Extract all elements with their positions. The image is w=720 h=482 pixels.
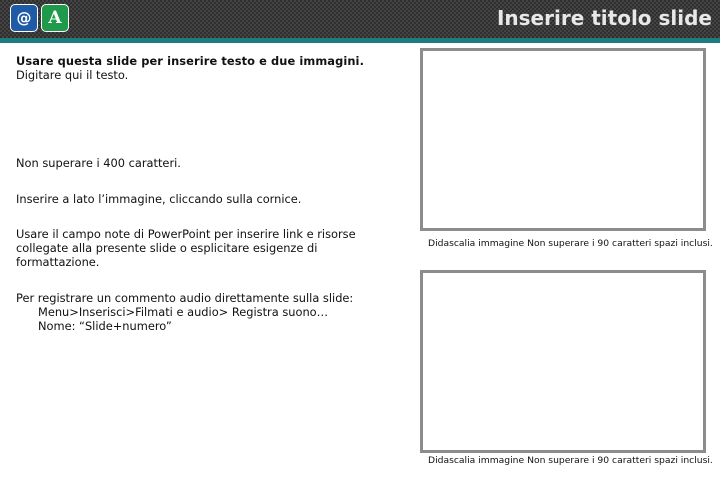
slide-header bbox=[0, 0, 720, 38]
char-limit-text: Non superare i 400 caratteri. bbox=[16, 156, 181, 170]
type-here-text: Digitare qui il testo. bbox=[16, 68, 129, 82]
audio-instructions bbox=[16, 291, 386, 333]
notes-hint: Usare il campo note di PowerPoint per inserire link e risorse collegate alla presente slide o esplicitare esigenze di formattazione. bbox=[16, 227, 356, 269]
insert-image-hint: Inserire a lato l’immagine, cliccando sulla cornice. bbox=[16, 192, 302, 206]
text-placeholder[interactable] bbox=[16, 54, 386, 333]
audio-file-name: Nome: “Slide+numero” bbox=[38, 319, 172, 333]
school-logo-icon bbox=[10, 4, 38, 32]
instruction-heading: Usare questa slide per inserire testo e due immagini. bbox=[16, 54, 364, 68]
image-frame-top[interactable] bbox=[420, 48, 706, 231]
image-caption-bottom[interactable]: Didascalia immagine Non superare i 90 caratteri spazi inclusi. bbox=[428, 455, 713, 466]
app-logo-icon bbox=[41, 4, 69, 32]
image-caption-top[interactable]: Didascalia immagine Non superare i 90 caratteri spazi inclusi. bbox=[428, 238, 713, 249]
image-frame-bottom[interactable] bbox=[420, 270, 706, 453]
school-logo-glyph: @ bbox=[16, 9, 32, 27]
app-logo-glyph: A bbox=[48, 8, 62, 28]
audio-menu-path: Menu>Inserisci>Filmati e audio> Registra suono… bbox=[38, 305, 329, 319]
audio-intro: Per registrare un commento audio direttamente sulla slide: bbox=[16, 291, 354, 305]
header-accent-strip bbox=[0, 38, 720, 43]
slide-title[interactable]: Inserire titolo slide bbox=[496, 6, 712, 30]
